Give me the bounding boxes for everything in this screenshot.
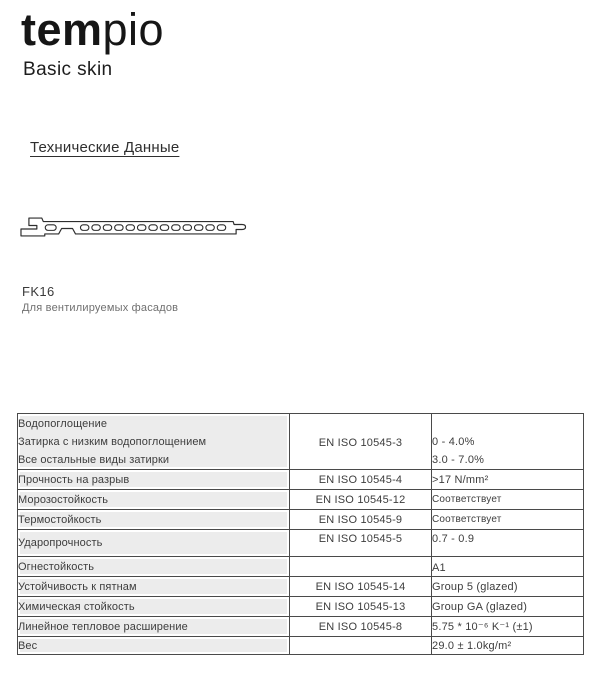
spec-value-cell <box>432 414 584 470</box>
spec-table <box>17 413 584 655</box>
section-title: Технические Данные <box>30 139 180 156</box>
spec-standard-cell: EN ISO 10545-8 <box>290 617 432 637</box>
spec-label-line: Затирка с низким водопоглощением <box>18 435 207 448</box>
spec-label-cell: Линейное тепловое расширение <box>18 617 290 637</box>
product-description: Для вентилируемых фасадов <box>22 302 179 314</box>
spec-standard-cell: EN ISO 10545-4 <box>290 470 432 490</box>
table-row <box>18 637 584 655</box>
table-row <box>18 510 584 530</box>
spec-label-cell: Устойчивость к пятнам <box>18 577 290 597</box>
spec-value-line: 0 - 4.0% <box>432 435 475 448</box>
panel-profile-drawing <box>19 215 249 239</box>
spec-label-cell: Вес <box>18 637 290 655</box>
spec-value-cell: Соответствует <box>432 490 584 510</box>
spec-value-line: 3.0 - 7.0% <box>432 453 485 466</box>
spec-value-line <box>432 415 583 433</box>
spec-label-cell: Прочность на разрыв <box>18 470 290 490</box>
table-row <box>18 414 584 470</box>
table-row <box>18 490 584 510</box>
spec-value-cell: 29.0 ± 1.0kg/m² <box>432 637 584 655</box>
table-row <box>18 577 584 597</box>
brand-logo-bold: tem <box>21 4 103 55</box>
spec-label-line: Водопоглощение <box>18 417 108 430</box>
spec-value-cell: >17 N/mm² <box>432 470 584 490</box>
spec-label-cell: Химическая стойкость <box>18 597 290 617</box>
table-row <box>18 617 584 637</box>
product-line-title: Basic skin <box>23 59 113 80</box>
spec-value-cell: 0.7 - 0.9 <box>432 530 584 557</box>
spec-value-cell: Соответствует <box>432 510 584 530</box>
product-code: FK16 <box>22 284 55 299</box>
spec-standard-cell: EN ISO 10545-14 <box>290 577 432 597</box>
spec-standard-cell: EN ISO 10545-13 <box>290 597 432 617</box>
spec-standard-cell <box>290 557 432 577</box>
spec-standard-cell: EN ISO 10545-12 <box>290 490 432 510</box>
spec-label-cell: Термостойкость <box>18 510 290 530</box>
spec-value-cell: Group GA (glazed) <box>432 597 584 617</box>
table-row <box>18 557 584 577</box>
spec-value-cell: A1 <box>432 557 584 577</box>
brand-logo <box>21 5 164 55</box>
spec-label-cell <box>18 414 290 470</box>
spec-standard-cell: EN ISO 10545-3 <box>290 414 432 470</box>
table-row <box>18 530 584 557</box>
spec-standard-cell: EN ISO 10545-5 <box>290 530 432 557</box>
spec-value-cell: Group 5 (glazed) <box>432 577 584 597</box>
spec-value-cell: 5.75 * 10⁻⁶ K⁻¹ (±1) <box>432 617 584 637</box>
spec-standard-cell <box>290 637 432 655</box>
spec-label-cell: Ударопрочность <box>18 530 290 557</box>
table-row <box>18 470 584 490</box>
table-row <box>18 597 584 617</box>
spec-label-cell: Морозостойкость <box>18 490 290 510</box>
brand-logo-light: pio <box>102 4 165 55</box>
panel-hole <box>45 225 56 231</box>
spec-standard-cell: EN ISO 10545-9 <box>290 510 432 530</box>
spec-label-cell: Огнестойкость <box>18 557 290 577</box>
spec-label-line: Все остальные виды затирки <box>18 453 170 466</box>
